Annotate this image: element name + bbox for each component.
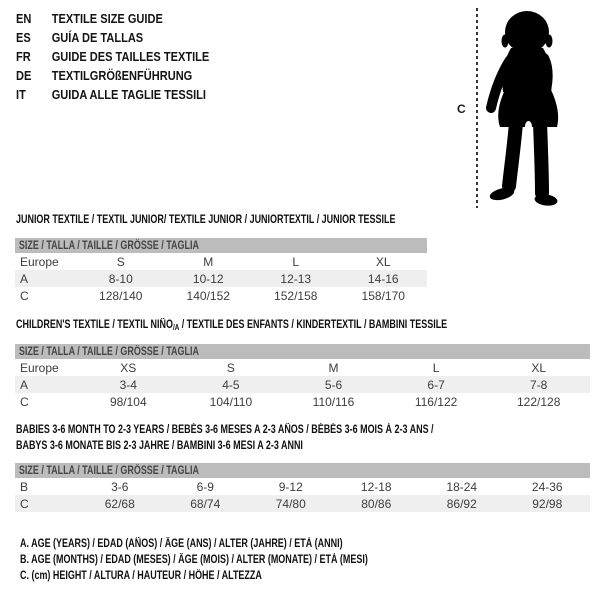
row-label: Europe <box>20 254 59 269</box>
table-row-europe <box>15 359 590 376</box>
size-cell: 10-12 <box>165 270 253 287</box>
size-cell: 80/86 <box>334 495 420 512</box>
size-cell: 5-6 <box>282 376 385 393</box>
size-cell: 74/80 <box>248 495 334 512</box>
size-table-babies <box>15 463 590 512</box>
language-code: EN <box>16 11 32 26</box>
size-cell: XS <box>120 360 137 375</box>
size-cell: 8-10 <box>77 270 165 287</box>
size-cell: 62/68 <box>77 495 163 512</box>
language-row-en <box>16 9 209 28</box>
size-band-label: SIZE / TALLA / TAILLE / GRÖSSE / TAGLIA <box>18 239 199 252</box>
size-table-children <box>15 344 590 410</box>
row-label: C <box>20 288 29 303</box>
height-marker-label: C <box>457 102 466 116</box>
height-dashed-line <box>476 8 478 208</box>
size-cell: L <box>432 360 440 375</box>
section-title-junior: JUNIOR TEXTILE / TEXTIL JUNIOR/ TEXTILE JUNIOR / JUNIORTEXTIL / JUNIOR TESSILE <box>16 214 396 226</box>
size-cell: 4-5 <box>180 376 283 393</box>
language-code: ES <box>16 30 31 45</box>
footnote-height-cm: C. (cm) HEIGHT / ALTURA / HAUTEUR / HÖHE / ALTEZZA <box>20 570 262 582</box>
row-label: C <box>20 394 29 409</box>
language-code: FR <box>16 49 31 64</box>
footnote-age-years: A. AGE (YEARS) / EDAD (AÑOS) / ÂGE (ANS) / ALTER (JAHRE) / ETÀ (ANNI) <box>20 538 343 550</box>
size-band-row <box>15 344 590 359</box>
language-row-it <box>16 85 209 104</box>
language-label: TEXTILGRÖßENFÜHRUNG <box>51 68 193 83</box>
size-band-label: SIZE / TALLA / TAILLE / GRÖSSE / TAGLIA <box>18 345 199 358</box>
size-cell: XL <box>531 360 547 375</box>
table-row-height <box>15 495 590 512</box>
size-cell: 122/128 <box>516 394 561 409</box>
size-band-row <box>15 238 427 253</box>
table-row-age <box>15 270 427 287</box>
table-row-height <box>15 287 427 304</box>
size-band-row <box>15 463 590 478</box>
size-cell: 104/110 <box>209 394 253 409</box>
language-row-de <box>16 66 209 85</box>
size-cell: 24-36 <box>531 479 563 494</box>
size-cell: S <box>226 360 235 375</box>
size-cell: 12-13 <box>252 270 340 287</box>
size-cell: 158/170 <box>361 288 405 303</box>
language-list <box>16 9 243 104</box>
size-cell: 14-16 <box>340 270 428 287</box>
language-code: DE <box>16 68 32 83</box>
section-title-babies-line2: BABYS 3-6 MONATE BIS 2-3 JAHRE / BAMBINI 3-6 MESI A 2-3 ANNI <box>16 439 303 452</box>
size-cell: 7-8 <box>487 376 590 393</box>
size-cell: 110/116 <box>312 394 355 409</box>
size-cell: 140/152 <box>186 288 230 303</box>
size-band-label: SIZE / TALLA / TAILLE / GRÖSSE / TAGLIA <box>18 464 199 477</box>
table-row-age <box>15 376 590 393</box>
size-cell: 86/92 <box>419 495 505 512</box>
language-label: GUIDE DES TAILLES TEXTILE <box>51 49 210 64</box>
size-cell: 152/158 <box>274 288 318 303</box>
size-cell: XL <box>375 254 391 269</box>
language-label: TEXTILE SIZE GUIDE <box>51 11 163 26</box>
size-cell: 6-9 <box>196 479 214 494</box>
table-row-months <box>15 478 590 495</box>
row-label: B <box>20 479 29 494</box>
section-title-babies <box>16 423 434 454</box>
section-title-babies-line1: BABIES 3-6 MONTH TO 2-3 YEARS / BEBÉS 3-6 MESES A 2-3 AÑOS / BÉBÉS 3-6 MOIS À 2-3 ANS / <box>16 424 434 436</box>
row-label: A <box>15 376 77 393</box>
footnote-age-months: B. AGE (MONTHS) / EDAD (MESES) / ÂGE (MOIS) / ALTER (MONATE) / ETÀ (MESI) <box>20 554 368 566</box>
row-label: A <box>15 270 77 287</box>
language-row-es <box>16 28 209 47</box>
section-title-children: CHILDREN'S TEXTILE / TEXTIL NIÑO/A / TEXTILE DES ENFANTS / KINDERTEXTIL / BAMBINI TESSILE <box>16 319 448 332</box>
size-cell: 9-12 <box>278 479 303 494</box>
size-cell: M <box>203 254 214 269</box>
language-code: IT <box>16 87 26 102</box>
size-cell: 6-7 <box>385 376 488 393</box>
size-cell: 12-18 <box>360 479 392 494</box>
size-cell: S <box>116 254 125 269</box>
toddler-silhouette-icon <box>480 8 580 208</box>
language-label: GUIDA ALLE TAGLIE TESSILI <box>51 87 207 102</box>
size-cell: 92/98 <box>505 495 591 512</box>
size-cell: L <box>292 254 300 269</box>
table-row-height <box>15 393 590 410</box>
size-cell: 98/104 <box>109 394 147 409</box>
size-cell: 116/122 <box>414 394 458 409</box>
size-cell: 3-6 <box>111 479 129 494</box>
table-row-europe <box>15 253 427 270</box>
language-label: GUÍA DE TALLAS <box>51 30 144 45</box>
size-cell: 128/140 <box>99 288 143 303</box>
size-cell: 3-4 <box>77 376 180 393</box>
size-table-junior <box>15 238 427 304</box>
row-label: C <box>15 495 77 512</box>
row-label: Europe <box>20 360 59 375</box>
language-row-fr <box>16 47 209 66</box>
size-cell: 18-24 <box>446 479 478 494</box>
size-cell: M <box>328 360 339 375</box>
legend-footnotes <box>20 536 466 584</box>
size-cell: 68/74 <box>163 495 249 512</box>
